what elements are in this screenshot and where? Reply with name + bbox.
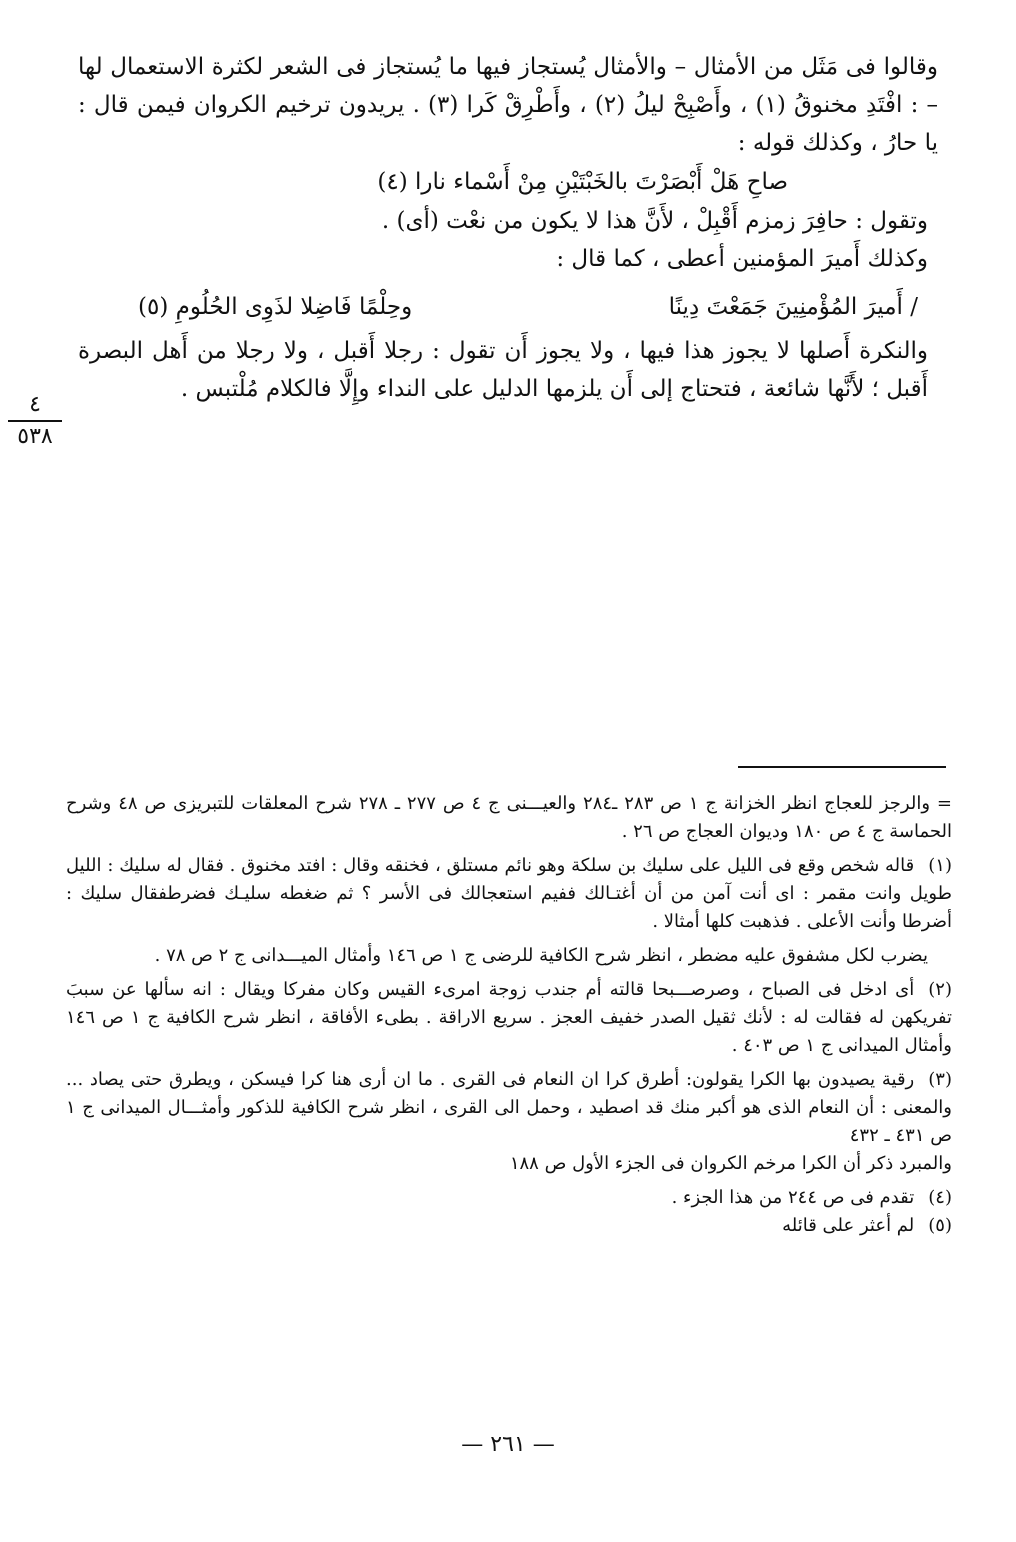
verse-amir: [78, 288, 938, 326]
footnote-4-text: تقدم فى ص ٢٤٤ من هذا الجزء .: [671, 1187, 915, 1208]
verse-first-hemistich: / أَميرَ المُؤْمنِينَ جَمَعْتَ دِينًا: [668, 294, 918, 320]
footnote-3-label: (٣): [928, 1069, 952, 1090]
footnote-separator: [738, 766, 946, 768]
footnote-continuation: = والرجز للعجاج انظر الخزانة ج ١ ص ٢٨٣ ـ٢٨٤ والعيـــنى ج ٤ ص ٢٧٧ ـ ٢٧٨ شرح المعلقات للتبريزى ص ٤٨ وشرح الحماسة ج ٤ ص ١٨٠ وديوان العجاج ص ٢٦ .: [66, 793, 952, 842]
paragraph-nakira: والنكرة أَصلها لا يجوز هذا فيها ، ولا يجوز أَن تقول : رجلا أَقبل ، ولا رجلا من أَهل البصرة أَقبل ؛ لأَنَّها شائعة ، فتحتاج إلى أَن يلزمها الدليل على النداء وإِلَّا فالكلام مُلْتبس .: [78, 338, 928, 402]
verse-second-hemistich: وحِلْمًا فَاضِلا لذَوِى الحُلُومِ (٥): [138, 294, 413, 320]
footnote-5-text: لم أعثر على قائله: [782, 1215, 915, 1236]
page-number: — ٢٦١ —: [461, 1432, 555, 1457]
footnote-3: [66, 1066, 952, 1150]
footnote-4-label: (٤): [928, 1187, 952, 1208]
footnote-2-text: أى ادخل فى الصباح ، وصرصـــبحا قالته أم جندب زوجة امرىء القيس وكان مفركا ويقال : انه سألها عن سببَ تفريكهن له فقالت له : لأنك ثقيل الصدر خفيف العجز . سريع الاراقة . بطىء الأفاقة ، انظر شرح الكافية ج ١ ص ١٤٦ وأمثال الميدانى ج ١ ص ٤٠٣ .: [66, 979, 952, 1056]
footnote-3-text: رقية يصيدون بها الكرا يقولون: أطرق كرا ان النعام فى القرى . ما ان أرى هنا كرا فيسكن ، ويطرق حتى يصاد ... والمعنى : أن النعام الذى هو أكبر منك قد اصطيد ، وحمل الى القرى ، انظر شرح الكافية للذكور وأمثـــال الميدانى ج ١ ص ٤٣١ ـ ٤٣٢: [66, 1069, 952, 1146]
footnote-2: [66, 976, 952, 1060]
margin-reference: [8, 392, 62, 450]
footnotes: [66, 790, 952, 1246]
paragraph-hafir-zamzam: وتقول : حافِرَ زمزم أَقْبِلْ ، لأَنَّ هذا لا يكون من نعْت (أى) .: [381, 208, 928, 234]
footnote-3-continued: والمبرد ذكر أن الكرا مرخم الكروان فى الجزء الأول ص ١٨٨: [509, 1153, 952, 1174]
footnote-2-label: (٢): [928, 979, 952, 1000]
footnote-5-label: (٥): [928, 1215, 952, 1236]
footnote-1-continued: يضرب لكل مشفوق عليه مضطر ، انظر شرح الكافية للرضى ج ١ ص ١٤٦ وأمثال الميـــدانى ج ٢ ص ٧٨ .: [154, 945, 928, 966]
margin-ref-page: ٥٣٨: [17, 424, 53, 449]
footnote-4: [66, 1184, 952, 1212]
footnote-5: [66, 1212, 952, 1240]
footnote-1: [66, 852, 952, 936]
main-text: [78, 48, 938, 408]
paragraph-amir-al-muminin: وكذلك أَميرَ المؤمنين أعطى ، كما قال :: [556, 246, 928, 272]
margin-ref-volume: ٤: [8, 392, 62, 422]
verse-sahi: صاحِ هَلْ أَبْصَرْتَ بالخَبْتَيْنِ مِنْ أَسْماء نارا (٤): [377, 169, 788, 195]
paragraph-proverbs: وقالوا فى مَثَل من الأمثال – والأمثال يُستجاز فيها ما يُستجاز فى الشعر لكثرة الاستعمال لها – : افْتَدِ مخنوقُ (١) ، وأَصْبِحْ ليلُ (٢) ، وأَطْرِقْ كَرا (٣) . يريدون ترخيم الكروان فيمن قال : يا حارُ ، وكذلك قوله :: [78, 54, 938, 156]
footnote-1-text: قاله شخص وقع فى الليل على سليك بن سلكة وهو نائم مستلق ، فخنقه وقال : افتد مخنوق . فقال له سليك : الليل طويل وانت مقمر : اى أنت آمن من أن أغتـالك ففيم استعجالك فى الأسر ؟ ثم ضغطه سليـك فضرطفقال سليك : أضرطا وأنت الأعلى . فذهبت كلها أمثالا .: [66, 855, 952, 932]
footnote-1-label: (١): [928, 855, 952, 876]
